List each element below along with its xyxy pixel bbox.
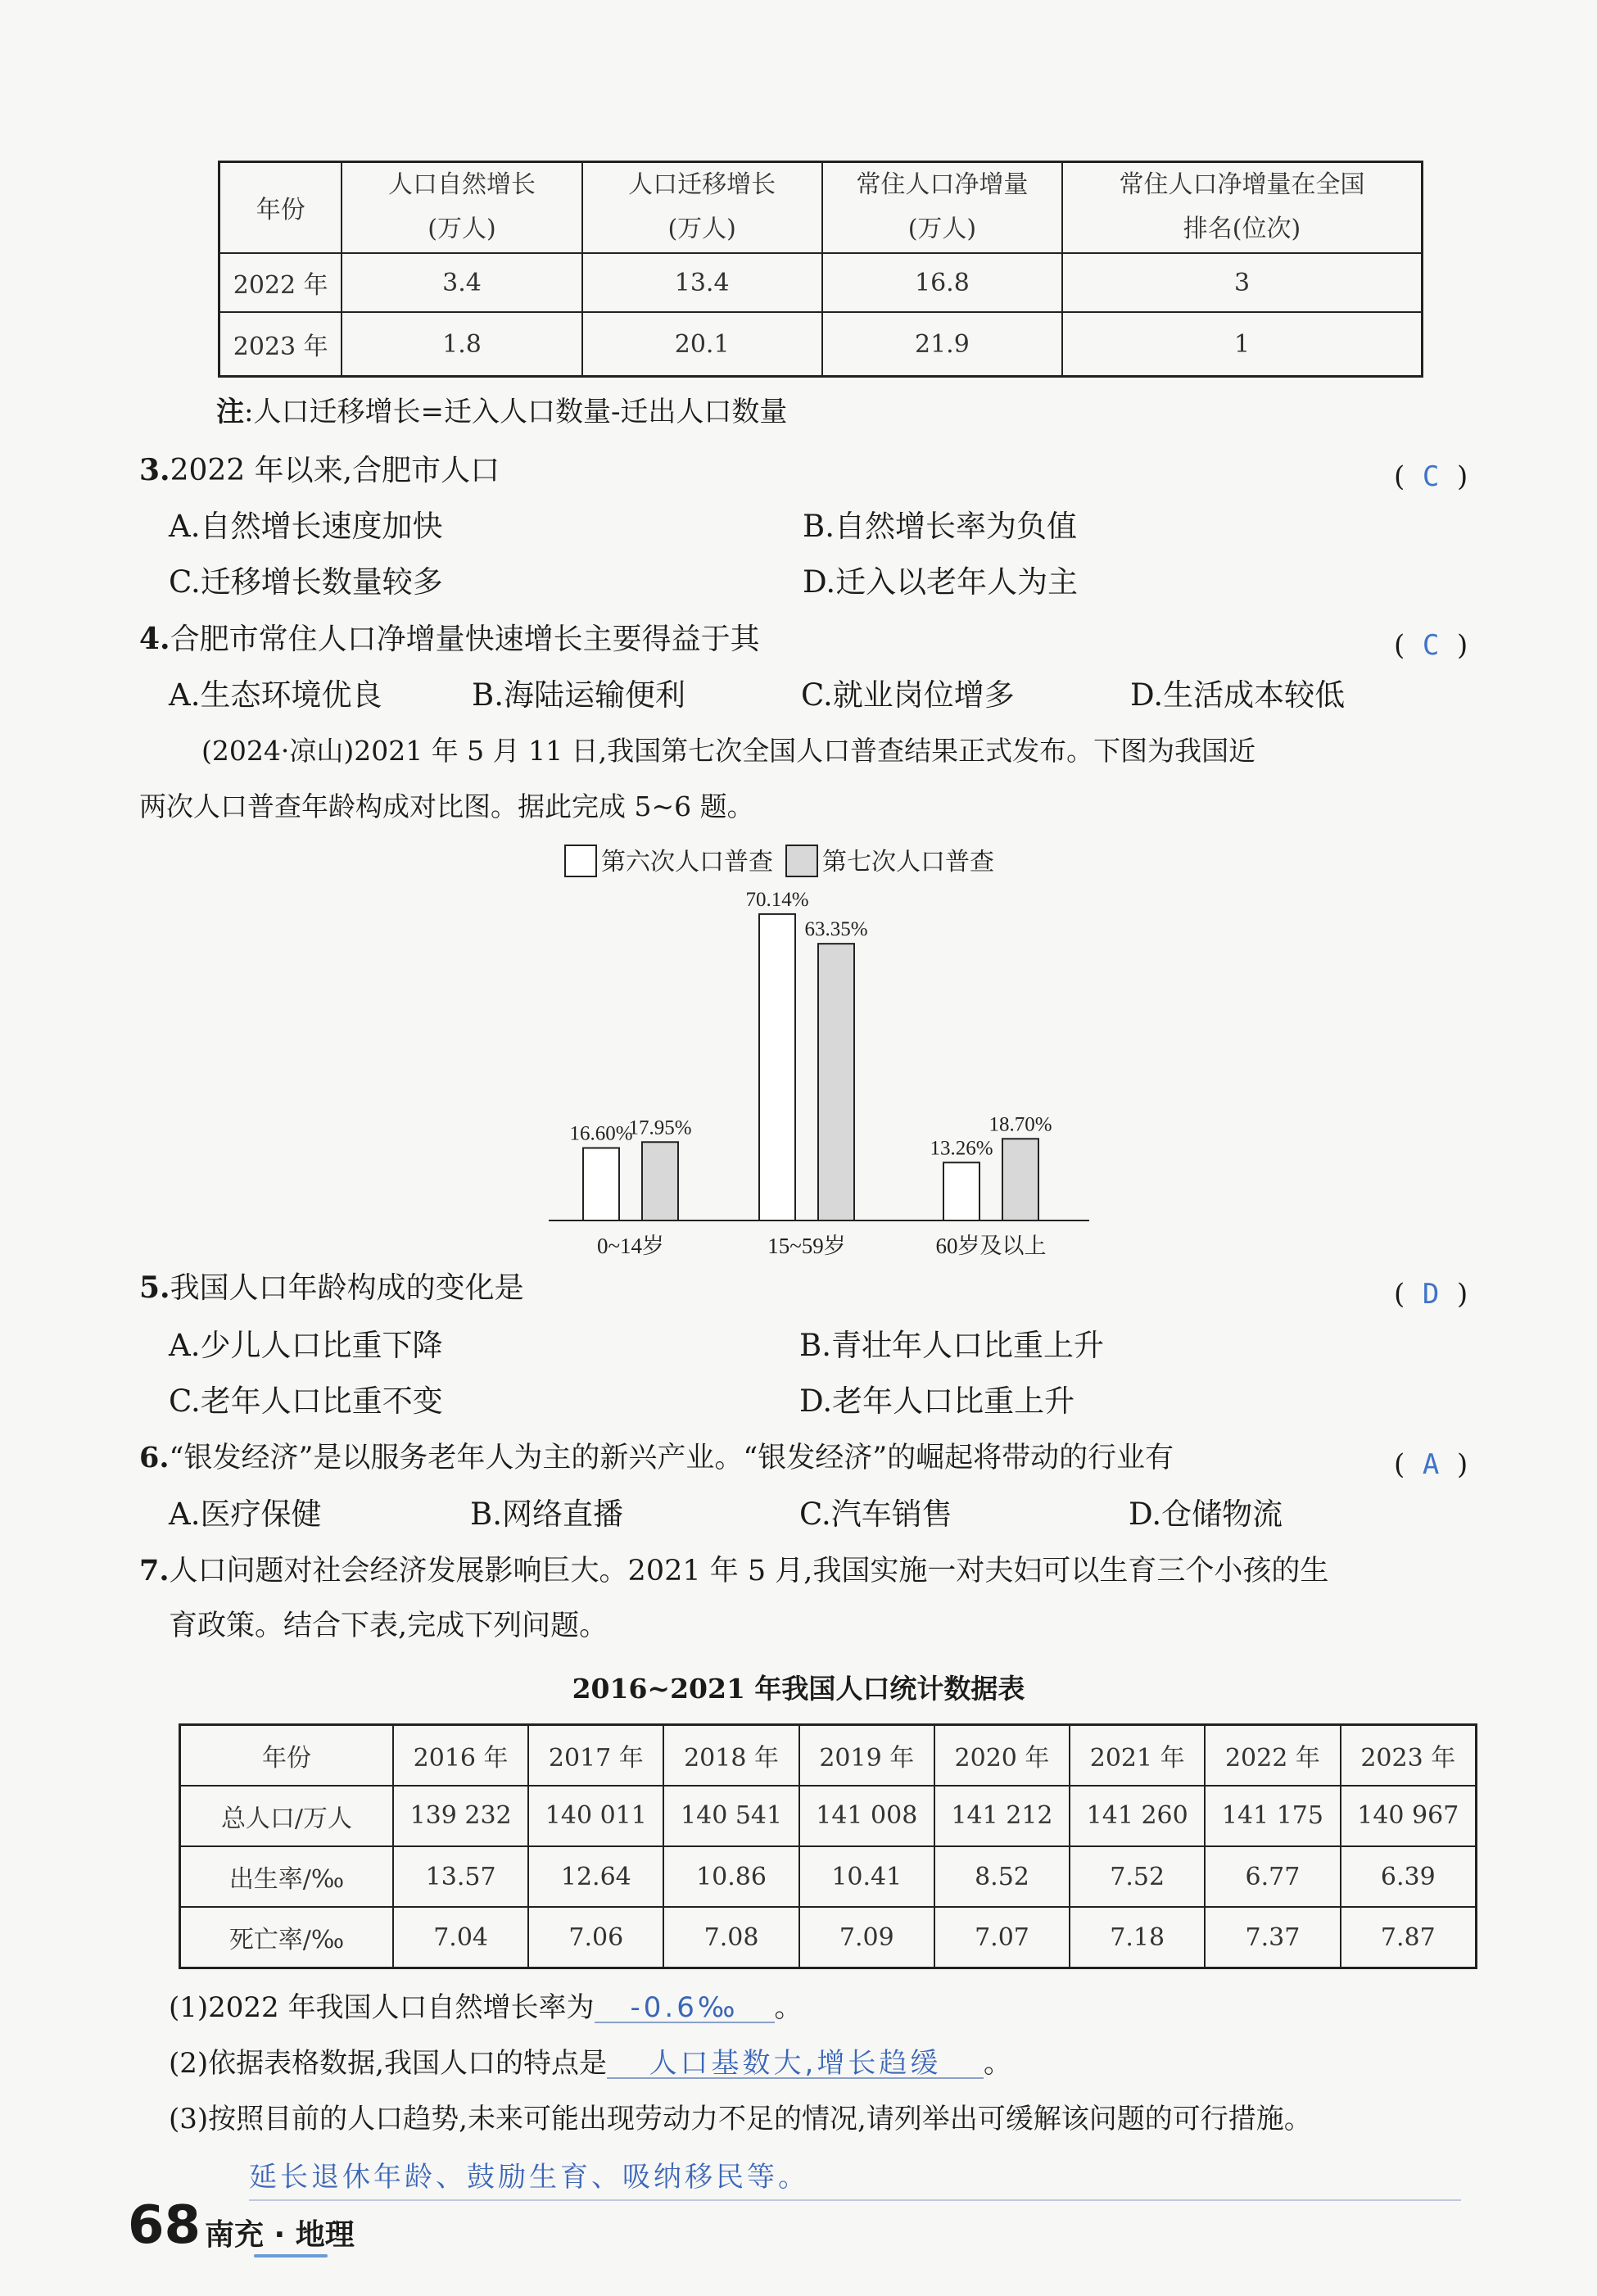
table-cell: 死亡率/‰	[180, 1907, 394, 1968]
q6-text: “银发经济”是以服务老年人为主的新兴产业。“银发经济”的崛起将带动的行业有	[169, 1442, 1174, 1474]
q4-option-a: A.生态环境优良	[169, 677, 382, 713]
table-cell: 21.9	[822, 312, 1062, 376]
q4-number: 4.	[139, 622, 170, 656]
data-label: 63.35%	[804, 918, 868, 941]
q6-option-a: A.医疗保健	[169, 1497, 322, 1532]
table-header-cell: 年份	[180, 1725, 394, 1786]
table-cell: 6.39	[1341, 1846, 1477, 1907]
q7-sub2-end: 。	[983, 2047, 1011, 2080]
table-header-row	[180, 1725, 1477, 1786]
table-cell: 140 541	[663, 1786, 798, 1846]
table-cell: 139 232	[393, 1786, 528, 1846]
table1-header-rank: 常住人口净增量在全国 排名(位次)	[1062, 162, 1422, 253]
table1-header-migration: 人口迁移增长 (万人)	[582, 162, 822, 253]
x-tick-label: 15~59岁	[767, 1234, 846, 1258]
intro-line-2: 两次人口普查年龄构成对比图。据此完成 5~6 题。	[139, 790, 754, 822]
table-cell: 1.8	[342, 312, 581, 376]
q7-stem	[139, 1556, 1328, 1586]
data-label: 13.26%	[930, 1137, 993, 1160]
legend-label: 第七次人口普查	[822, 849, 994, 876]
table-cell: 7.06	[528, 1907, 663, 1968]
q4-stem	[139, 624, 760, 654]
table-cell: 总人口/万人	[180, 1786, 394, 1846]
q5-answer-bracket: ( D )	[1394, 1278, 1468, 1311]
table-cell: 141 175	[1205, 1786, 1340, 1846]
q6-answer-bracket: ( A )	[1394, 1448, 1468, 1481]
q7-sub2-answer: 人口基数大,增长趋缓	[607, 2049, 984, 2079]
q5-text: 我国人口年龄构成的变化是	[170, 1271, 524, 1305]
table-cell: 7.09	[799, 1907, 934, 1968]
table-row	[180, 1846, 1477, 1907]
footer-subject: 南充 · 地理	[205, 2218, 355, 2252]
table1-header-net: 常住人口净增量 (万人)	[822, 162, 1062, 253]
table-cell: 出生率/‰	[180, 1846, 394, 1907]
q6-answer: A	[1422, 1448, 1440, 1481]
table-row	[180, 1907, 1477, 1968]
q7-sub1-end: 。	[774, 1991, 803, 2024]
q5-option-a: A.少儿人口比重下降	[169, 1328, 443, 1363]
table-header-cell: 2019 年	[799, 1725, 934, 1786]
q7-table-title: 2016~2021 年我国人口统计数据表	[572, 1673, 1025, 1705]
population-statistics-table	[179, 1723, 1477, 1969]
q4-answer: C	[1422, 629, 1440, 662]
table-cell: 141 212	[934, 1786, 1070, 1846]
table-row	[180, 1786, 1477, 1846]
q5-option-b: B.青壮年人口比重上升	[799, 1328, 1104, 1363]
x-tick-label: 60岁及以上	[935, 1234, 1047, 1258]
q4-answer-bracket: ( C )	[1394, 629, 1468, 662]
table-cell: 3	[1062, 253, 1422, 312]
bar	[943, 1162, 979, 1220]
table-header-cell: 2022 年	[1205, 1725, 1340, 1786]
q3-stem	[139, 455, 500, 486]
table-cell: 12.64	[528, 1846, 663, 1907]
table-cell: 20.1	[582, 312, 822, 376]
q6-stem	[139, 1443, 1174, 1473]
q7-sub3-answer: 延长退休年龄、鼓励生育、吸纳移民等。	[249, 2154, 1461, 2201]
x-tick-label: 0~14岁	[596, 1234, 665, 1258]
table-cell: 141 008	[799, 1786, 934, 1846]
q5-stem	[139, 1270, 524, 1305]
table-cell: 2022 年	[219, 253, 342, 312]
table-cell: 140 011	[528, 1786, 663, 1846]
q6-option-b: B.网络直播	[470, 1497, 623, 1532]
table-header-cell: 2020 年	[934, 1725, 1070, 1786]
q6-number: 6.	[139, 1441, 170, 1474]
bar	[1002, 1139, 1038, 1220]
q3-option-b: B.自然增长率为负值	[803, 509, 1077, 544]
q7-number: 7.	[139, 1554, 170, 1587]
table-cell: 7.07	[934, 1907, 1070, 1968]
q7-sub1	[169, 1991, 803, 2024]
q3-option-d: D.迁入以老年人为主	[803, 564, 1079, 600]
q6-option-c: C.汽车销售	[799, 1497, 952, 1532]
table-header-cell: 2016 年	[393, 1725, 528, 1786]
table-cell: 7.04	[393, 1907, 528, 1968]
q3-number: 3.	[139, 453, 170, 487]
q5-option-c: C.老年人口比重不变	[169, 1383, 443, 1419]
q6-option-d: D.仓储物流	[1129, 1497, 1283, 1532]
q5-number: 5.	[139, 1270, 170, 1305]
data-label: 18.70%	[989, 1113, 1052, 1136]
data-label: 16.60%	[569, 1122, 633, 1145]
q4-text: 合肥市常住人口净增量快速增长主要得益于其	[170, 623, 760, 656]
legend-swatch	[786, 845, 817, 876]
table-cell: 13.4	[582, 253, 822, 312]
legend-swatch	[565, 845, 596, 876]
table-cell: 1	[1062, 312, 1422, 376]
table-cell: 10.86	[663, 1846, 798, 1907]
footer-accent-line	[254, 2254, 328, 2258]
table-cell: 7.08	[663, 1907, 798, 1968]
q7-text-1: 人口问题对社会经济发展影响巨大。2021 年 5 月,我国实施一对夫妇可以生育三个小孩的生	[169, 1555, 1329, 1587]
table-cell: 7.52	[1070, 1846, 1205, 1907]
q5-answer: D	[1422, 1278, 1440, 1311]
table-cell: 7.18	[1070, 1907, 1205, 1968]
table1-note	[216, 398, 787, 426]
age-structure-bar-chart	[524, 836, 1114, 1261]
q4-option-b: B.海陆运输便利	[472, 677, 685, 713]
legend-label: 第六次人口普查	[601, 849, 773, 876]
table-header-cell: 2021 年	[1070, 1725, 1205, 1786]
note-text: :人口迁移增长=迁入人口数量-迁出人口数量	[244, 396, 788, 428]
table-header-cell: 2023 年	[1341, 1725, 1477, 1786]
page-number: 68	[128, 2195, 201, 2256]
table-cell: 16.8	[822, 253, 1062, 312]
table-cell: 6.77	[1205, 1846, 1340, 1907]
table-cell: 10.41	[799, 1846, 934, 1907]
q3-text: 2022 年以来,合肥市人口	[170, 454, 500, 487]
population-growth-table	[218, 161, 1423, 378]
table-cell: 140 967	[1341, 1786, 1477, 1846]
table-header-cell: 2017 年	[528, 1725, 663, 1786]
q3-answer: C	[1422, 460, 1440, 493]
bar	[759, 914, 795, 1220]
q3-answer-bracket: ( C )	[1394, 460, 1468, 493]
q7-sub1-text: (1)2022 年我国人口自然增长率为	[169, 1991, 595, 2024]
q5-option-d: D.老年人口比重上升	[799, 1383, 1075, 1419]
table-cell: 141 260	[1070, 1786, 1205, 1846]
q4-option-d: D.生活成本较低	[1130, 677, 1346, 713]
data-label: 70.14%	[745, 888, 809, 911]
q3-option-c: C.迁移增长数量较多	[169, 564, 443, 600]
table-cell: 7.37	[1205, 1907, 1340, 1968]
table-header-cell: 2018 年	[663, 1725, 798, 1786]
table-cell: 13.57	[393, 1846, 528, 1907]
table-cell: 7.87	[1341, 1907, 1477, 1968]
table-row	[219, 312, 1423, 376]
bar	[583, 1148, 619, 1220]
q7-sub3: (3)按照目前的人口趋势,未来可能出现劳动力不足的情况,请列举出可缓解该问题的可行措施。	[169, 2103, 1312, 2135]
bar	[642, 1142, 678, 1220]
q7-sub2	[169, 2049, 1011, 2079]
bar	[818, 944, 854, 1220]
table1-header-natural: 人口自然增长 (万人)	[342, 162, 581, 253]
q7-sub2-text: (2)依据表格数据,我国人口的特点是	[169, 2047, 607, 2080]
data-label: 17.95%	[628, 1116, 692, 1139]
table1-header-year: 年份	[219, 162, 342, 253]
q3-option-a: A.自然增长速度加快	[169, 509, 443, 544]
table-row	[219, 253, 1423, 312]
note-label: 注	[216, 396, 244, 428]
table-cell: 8.52	[934, 1846, 1070, 1907]
table-cell: 2023 年	[219, 312, 342, 376]
q7-sub1-answer: -0.6‰	[595, 1994, 775, 2023]
q4-option-c: C.就业岗位增多	[801, 677, 1015, 713]
intro-line-1: (2024·凉山)2021 年 5 月 11 日,我国第七次全国人口普查结果正式发布。下图为我国近	[201, 735, 1256, 767]
q7-text-2: 育政策。结合下表,完成下列问题。	[169, 1610, 608, 1642]
table-cell: 3.4	[342, 253, 581, 312]
